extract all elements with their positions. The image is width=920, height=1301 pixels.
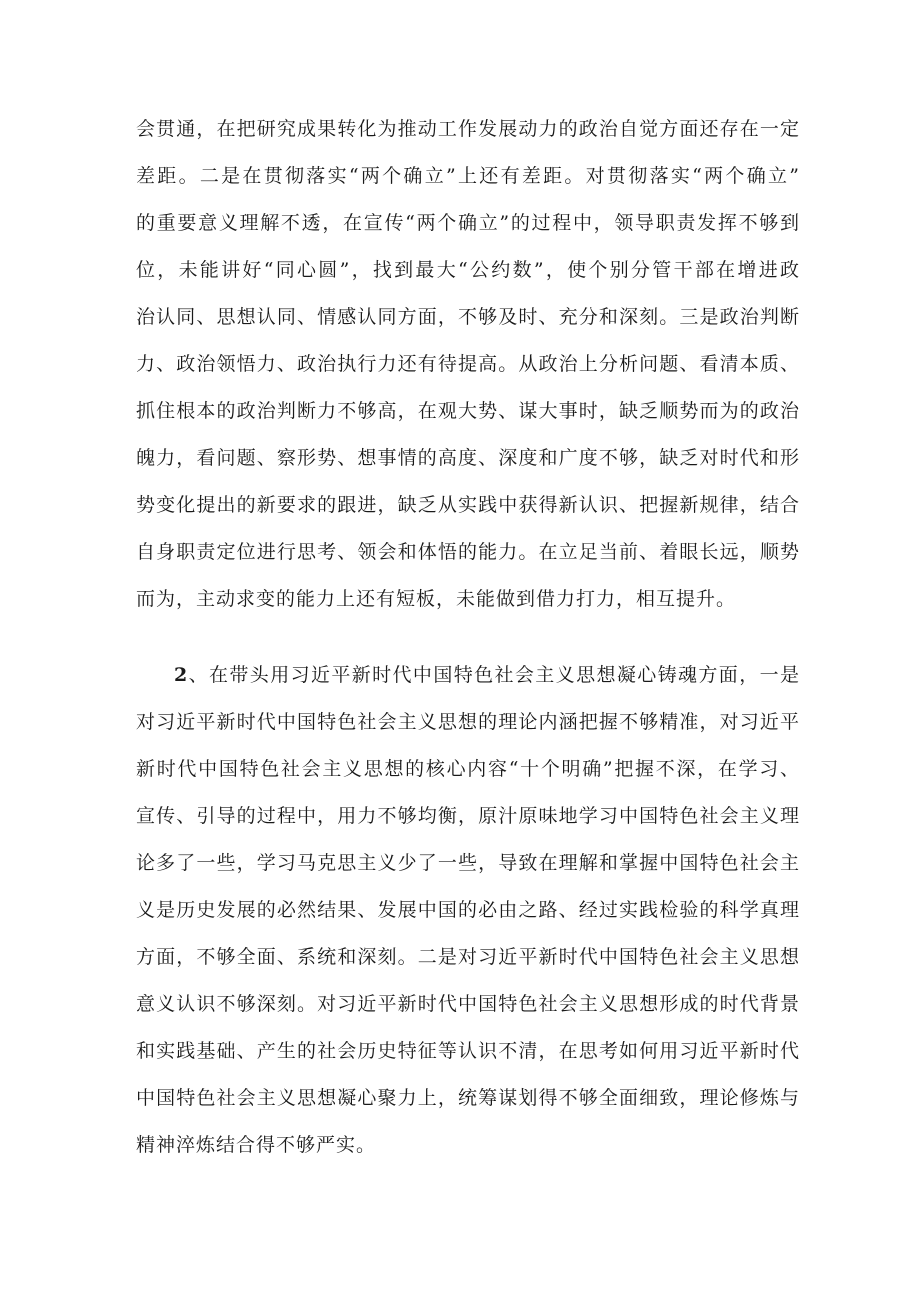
- paragraph-2-line: 意义认识不够深刻。对习近平新时代中国特色社会主义思想形成的时代背景: [136, 993, 800, 1015]
- paragraph-2-line: 中国特色社会主义思想凝心聚力上，统筹谋划得不够全面细致，理论修炼与: [136, 1087, 800, 1109]
- paragraph-1-line: 的重要意义理解不透，在宣传“两个确立”的过程中，领导职责发挥不够到: [136, 212, 800, 234]
- paragraph-1-line: 自身职责定位进行思考、领会和体悟的能力。在立足当前、着眼长远，顺势: [136, 541, 800, 563]
- paragraph-1-line: 差距。二是在贯彻落实“两个确立”上还有差距。对贯彻落实“两个确立”: [136, 165, 800, 187]
- paragraph-2-line: 方面，不够全面、系统和深刻。二是对习近平新时代中国特色社会主义思想: [136, 946, 800, 968]
- paragraph-1-line: 力、政治领悟力、政治执行力还有待提高。从政治上分析问题、看清本质、: [136, 353, 800, 375]
- paragraph-2: [136, 652, 800, 1169]
- paragraph-1-line: 会贯通，在把研究成果转化为推动工作发展动力的政治自觉方面还存在一定: [136, 118, 800, 140]
- paragraph-2-line: 义是历史发展的必然结果、发展中国的必由之路、经过实践检验的科学真理: [136, 899, 800, 921]
- paragraph-2-first-line-text: 、在带头用习近平新时代中国特色社会主义思想凝心铸魂方面，一是: [188, 664, 800, 686]
- paragraph-2-line: 对习近平新时代中国特色社会主义思想的理论内涵把握不够精准，对习近平: [136, 711, 800, 733]
- paragraph-2-line: 宣传、引导的过程中，用力不够均衡，原汁原味地学习中国特色社会主义理: [136, 805, 800, 827]
- paragraph-1-line: 治认同、思想认同、情感认同方面，不够及时、充分和深刻。三是政治判断: [136, 306, 800, 328]
- paragraph-1-line: 魄力，看问题、察形势、想事情的高度、深度和广度不够，缺乏对时代和形: [136, 447, 800, 469]
- paragraph-1-line: 抓住根本的政治判断力不够高，在观大势、谋大事时，缺乏顺势而为的政治: [136, 400, 800, 422]
- paragraph-1-line: 势变化提出的新要求的跟进，缺乏从实践中获得新认识、把握新规律，结合: [136, 494, 800, 516]
- paragraph-2-first-line: [136, 652, 800, 699]
- paragraph-2-line: 和实践基础、产生的社会历史特征等认识不清，在思考如何用习近平新时代: [136, 1040, 800, 1062]
- paragraph-2-line: 论多了一些，学习马克思主义少了一些，导致在理解和掌握中国特色社会主: [136, 852, 800, 874]
- paragraph-1-line: 位，未能讲好“同心圆”，找到最大“公约数”，使个别分管干部在增进政: [136, 259, 800, 281]
- paragraph-2-line: 精神淬炼结合得不够严实。: [136, 1134, 377, 1156]
- paragraph-2-line: 新时代中国特色社会主义思想的核心内容“十个明确”把握不深，在学习、: [136, 758, 800, 780]
- paragraph-1-line: 而为，主动求变的能力上还有短板，未能做到借力打力，相互提升。: [136, 588, 737, 610]
- paragraph-1: [136, 106, 800, 623]
- item-number: 2: [174, 664, 189, 686]
